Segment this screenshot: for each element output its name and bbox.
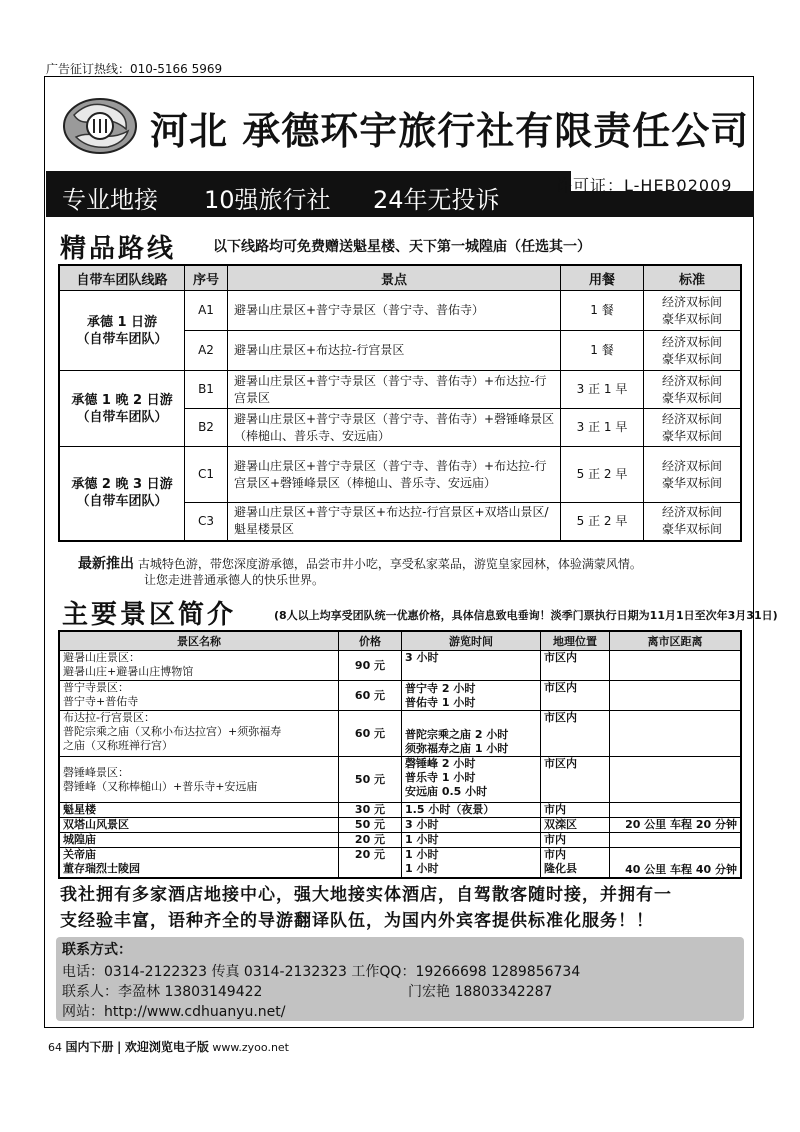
company-name: 河北 承德环宇旅行社有限责任公司 <box>150 109 750 153</box>
attraction-name: 关帝庙 董存瑞烈士陵园 <box>59 848 339 878</box>
attraction-name: 避暑山庄景区： 避暑山庄+避暑山庄博物馆 <box>59 651 339 681</box>
attraction-distance <box>610 757 742 803</box>
statement-line-2: 支经验丰富，语种齐全的导游翻译队伍，为国内外宾客提供标准化服务！！ <box>60 911 654 931</box>
table-row <box>59 848 741 878</box>
route-spots: 避暑山庄景区+普宁寺景区+布达拉-行宫景区+双塔山景区/魁星楼景区 <box>228 503 561 541</box>
table-row <box>59 291 741 331</box>
route-code: C1 <box>185 447 228 503</box>
col-route: 自带车团队线路 <box>59 265 185 291</box>
attraction-location: 市区内 <box>541 681 610 711</box>
attractions-note: (8人以上均享受团队统一优惠价格，具体信息致电垂询！淡季门票执行日期为11月1日至次年3月31日) <box>274 609 778 622</box>
attraction-location: 市内 <box>541 803 610 818</box>
featured-routes-title: 精品路线 <box>60 234 177 264</box>
attraction-location: 市区内 <box>541 651 610 681</box>
table-row <box>59 818 741 833</box>
company-logo-icon <box>60 95 140 157</box>
table-row <box>59 757 741 803</box>
new-launch <box>78 556 642 588</box>
route-name: 承德 1 晚 2 日游 （自带车团队） <box>59 371 185 447</box>
attraction-distance <box>610 651 742 681</box>
table-row <box>59 711 741 757</box>
table-row <box>59 833 741 848</box>
attraction-duration: 磬锤峰 2 小时 普乐寺 1 小时 安远庙 0.5 小时 <box>402 757 541 803</box>
route-name: 承德 1 日游 （自带车团队） <box>59 291 185 371</box>
route-spots: 避暑山庄景区+普宁寺景区（普宁寺、普佑寺）+布达拉-行宫景区 <box>228 371 561 409</box>
table-row <box>59 651 741 681</box>
tagline-no-complaints: 24年无投诉 <box>373 186 500 214</box>
col-spots: 景点 <box>228 265 561 291</box>
license-number: 许可证：L-HEB02009 <box>556 176 733 195</box>
attraction-location: 市区内 <box>541 757 610 803</box>
attraction-price: 50 元 <box>339 818 402 833</box>
attraction-name: 磬锤峰景区： 磬锤峰（又称棒槌山）+普乐寺+安远庙 <box>59 757 339 803</box>
tagline-local-reception: 专业地接 <box>62 186 158 214</box>
attraction-price: 60 元 <box>339 681 402 711</box>
route-meal: 5 正 2 早 <box>561 503 644 541</box>
attraction-price: 20 元 <box>339 848 402 878</box>
attraction-distance <box>610 833 742 848</box>
attraction-location: 市区内 <box>541 711 610 757</box>
route-spots: 避暑山庄景区+普宁寺景区（普宁寺、普佑寺） <box>228 291 561 331</box>
attraction-duration: 1 小时 <box>402 833 541 848</box>
route-standard: 经济双标间 豪华双标间 <box>644 447 742 503</box>
col-distance: 离市区距离 <box>610 631 742 651</box>
route-standard: 经济双标间 豪华双标间 <box>644 503 742 541</box>
contact-person-1: 联系人：李盈林 13803149422 <box>62 984 263 1000</box>
footer-url[interactable]: www.zyoo.net <box>212 1041 289 1054</box>
route-standard: 经济双标间 豪华双标间 <box>644 409 742 447</box>
attraction-distance <box>610 711 742 757</box>
route-standard: 经济双标间 豪华双标间 <box>644 331 742 371</box>
col-price: 价格 <box>339 631 402 651</box>
col-standard: 标准 <box>644 265 742 291</box>
attraction-price: 20 元 <box>339 833 402 848</box>
route-meal: 5 正 2 早 <box>561 447 644 503</box>
attraction-price: 60 元 <box>339 711 402 757</box>
routes-table-header <box>59 265 741 291</box>
route-code: B1 <box>185 371 228 409</box>
attractions-title: 主要景区简介 <box>62 600 237 630</box>
attraction-distance <box>610 803 742 818</box>
attraction-duration: 普陀宗乘之庙 2 小时 须弥福寿之庙 1 小时 <box>402 711 541 757</box>
route-standard: 经济双标间 豪华双标间 <box>644 371 742 409</box>
attraction-duration: 普宁寺 2 小时 普佑寺 1 小时 <box>402 681 541 711</box>
attraction-location: 市内 <box>541 833 610 848</box>
attraction-name: 魁星楼 <box>59 803 339 818</box>
featured-routes-note: 以下线路均可免费赠送魁星楼、天下第一城隍庙（任选其一） <box>213 239 591 255</box>
attraction-distance: 20 公里 车程 20 分钟 <box>610 818 742 833</box>
page-footer: 64 国内下册 | 欢迎浏览电子版 www.zyoo.net <box>48 1040 289 1054</box>
attraction-price: 90 元 <box>339 651 402 681</box>
attraction-location: 双滦区 <box>541 818 610 833</box>
contact-panel <box>56 937 744 1021</box>
col-location: 地理位置 <box>541 631 610 651</box>
new-launch-label: 最新推出 <box>78 556 134 572</box>
col-attraction: 景区名称 <box>59 631 339 651</box>
route-spots: 避暑山庄景区+普宁寺景区（普宁寺、普佑寺）+磬锤峰景区（棒槌山、普乐寺、安远庙） <box>228 409 561 447</box>
col-code: 序号 <box>185 265 228 291</box>
attraction-duration: 1.5 小时（夜景） <box>402 803 541 818</box>
attraction-name: 城隍庙 <box>59 833 339 848</box>
ad-hotline: 广告征订热线：010-5166 5969 <box>46 62 223 76</box>
col-duration: 游览时间 <box>402 631 541 651</box>
routes-table <box>58 264 742 542</box>
attractions-table-header <box>59 631 741 651</box>
tagline-top-agency: 10强旅行社 <box>204 186 331 214</box>
route-meal: 1 餐 <box>561 291 644 331</box>
attraction-duration: 3 小时 <box>402 651 541 681</box>
table-row <box>59 803 741 818</box>
route-code: C3 <box>185 503 228 541</box>
route-code: B2 <box>185 409 228 447</box>
route-name: 承德 2 晚 3 日游 （自带车团队） <box>59 447 185 541</box>
attraction-name: 双塔山风景区 <box>59 818 339 833</box>
attraction-distance: 40 公里 车程 40 分钟 <box>610 848 742 878</box>
contact-person-2: 门宏艳 18803342287 <box>408 984 553 1000</box>
route-code: A1 <box>185 291 228 331</box>
attraction-name: 布达拉-行宫景区： 普陀宗乘之庙（又称小布达拉宫）+须弥福寿 之庙（又称班禅行宫） <box>59 711 339 757</box>
attraction-price: 30 元 <box>339 803 402 818</box>
statement-line-1: 我社拥有多家酒店地接中心，强大地接实体酒店，自驾散客随时接，并拥有一 <box>60 885 672 905</box>
attraction-location: 市内 隆化县 <box>541 848 610 878</box>
new-launch-text: 古城特色游，带您深度游承德，品尝市井小吃，享受私家菜品，游览皇家园林，体验满蒙风情。 <box>137 557 642 571</box>
table-row <box>59 447 741 503</box>
table-row <box>59 681 741 711</box>
contact-phone: 电话：0314-2122323 传真 0314-2132323 工作QQ：19266698 1289856734 <box>62 964 581 980</box>
route-meal: 1 餐 <box>561 331 644 371</box>
contact-website[interactable]: 网站：http://www.cdhuanyu.net/ <box>62 1004 286 1020</box>
new-launch-text-2: 让您走进普通承德人的快乐世界。 <box>144 573 325 587</box>
route-meal: 3 正 1 早 <box>561 409 644 447</box>
attraction-duration: 3 小时 <box>402 818 541 833</box>
route-spots: 避暑山庄景区+普宁寺景区（普宁寺、普佑寺）+布达拉-行宫景区+磬锤峰景区（棒槌山、普乐寺、安远庙） <box>228 447 561 503</box>
col-meal: 用餐 <box>561 265 644 291</box>
footer-slogan: 欢迎浏览电子版 <box>124 1040 209 1054</box>
attraction-price: 50 元 <box>339 757 402 803</box>
table-row <box>59 371 741 409</box>
attractions-table <box>58 630 742 879</box>
route-standard: 经济双标间 豪华双标间 <box>644 291 742 331</box>
route-meal: 3 正 1 早 <box>561 371 644 409</box>
contact-title: 联系方式： <box>62 942 132 958</box>
slogan-banner <box>46 171 754 217</box>
attraction-name: 普宁寺景区： 普宁寺+普佑寺 <box>59 681 339 711</box>
page-number: 64 <box>48 1041 62 1054</box>
footer-section: 国内下册 <box>65 1040 114 1054</box>
route-code: A2 <box>185 331 228 371</box>
attraction-distance <box>610 681 742 711</box>
route-spots: 避暑山庄景区+布达拉-行宫景区 <box>228 331 561 371</box>
attraction-duration: 1 小时 1 小时 <box>402 848 541 878</box>
